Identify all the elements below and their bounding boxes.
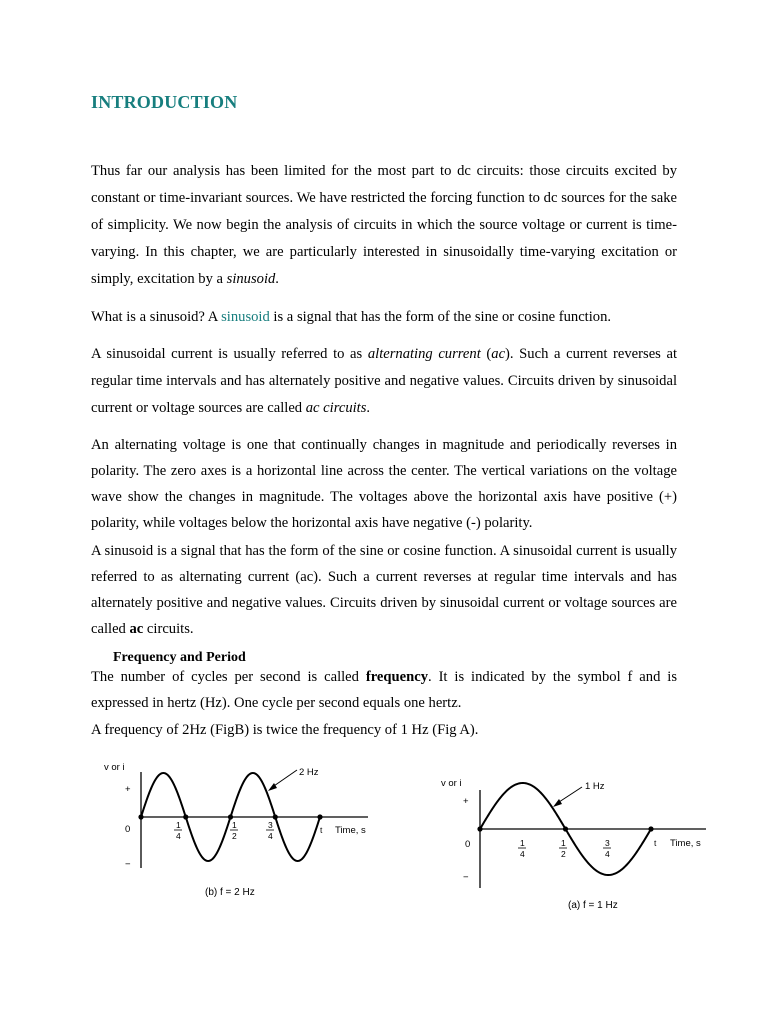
paragraph-figure-reference: A frequency of 2Hz (FigB) is twice the frequency of 1 Hz (Fig A). (91, 722, 479, 738)
figA-tick-half-num: 1 (561, 838, 566, 848)
figB-zero-point (138, 814, 143, 819)
figB-zero-point (183, 814, 188, 819)
paragraph-sinusoid-repeat: A sinusoid is a signal that has the form of the sine or cosine function. A sinusoidal current is usually referred to as alternating current (ac). Such a current reverses at regular time intervals and has alternately positive and negative values. Circuits driven by sinusoidal current or voltage sources are called ac circuits. (91, 543, 677, 637)
subheading-frequency-period: Frequency and Period (113, 650, 246, 665)
figA-caption: (a) f = 1 Hz (568, 900, 618, 911)
figB-annotation: 2 Hz (299, 767, 319, 778)
paragraph-alternating-current: A sinusoidal current is usually referred to as alternating current (ac). Such a current reverses at regular time intervals and has alternately positive and negative values. Circuits driven by sinusoidal current or voltage sources are called ac circuits. (91, 346, 678, 416)
figB-x-label: Time, s (335, 825, 366, 836)
figA-tick-quarter-den: 4 (520, 849, 525, 859)
paragraph-sinusoid-definition: What is a sinusoid? A sinusoid is a signal that has the form of the sine or cosine function. (91, 309, 612, 325)
figA-zero-point (563, 826, 568, 831)
figA-plus: + (463, 796, 469, 807)
figB-y-label: v or i (104, 762, 125, 773)
figA-y-label: v or i (441, 778, 462, 789)
figB-wave-line (141, 773, 320, 861)
figA-zero-point (477, 826, 482, 831)
figA-tick-quarter-num: 1 (520, 838, 525, 848)
section-title: INTRODUCTION (91, 92, 238, 112)
figA-zero: 0 (465, 839, 471, 850)
figA-x-label: Time, s (670, 838, 701, 849)
figB-zero-point (228, 814, 233, 819)
figB-zero: 0 (125, 824, 131, 835)
figB-tick-three-quarter-den: 4 (268, 831, 273, 841)
figA-arrow-head (553, 799, 562, 807)
figA-tick-three-quarter-num: 3 (605, 838, 610, 848)
figB-tick-quarter-num: 1 (176, 820, 181, 830)
paragraph-alternating-voltage: An alternating voltage is one that continually changes in magnitude and periodically reverses in polarity. The zero axes is a horizontal line across the center. The vertical variations on the voltage wave show the changes in magnitude. The voltages above the horizontal axis have positive (+) polarity, while voltages below the horizontal axis have negative (-) polarity. (91, 437, 677, 531)
figA-annotation: 1 Hz (585, 781, 605, 792)
sinusoid-link[interactable]: sinusoid (221, 309, 270, 325)
paragraph-frequency: The number of cycles per second is called frequency. It is indicated by the symbol f and is expressed in hertz (Hz). One cycle per second equals one hertz. (91, 669, 677, 711)
figA-tick-half-den: 2 (561, 849, 566, 859)
figA-annotation-arrow (556, 787, 582, 804)
figB-tick-half-den: 2 (232, 831, 237, 841)
paragraph-intro: Thus far our analysis has been limited for the most part to dc circuits: those circuits excited by constant or time-invariant sources. We have restricted the forcing function to dc sources for the sake of simplicity. We now begin the analysis of circuits in which the source voltage or current is time-varying. In this chapter, we are particularly interested in sinusoidally time-varying excitation or simply, excitation by a sinusoid. (91, 163, 677, 287)
figB-tick-three-quarter-num: 3 (268, 820, 273, 830)
figB-annotation-arrow (271, 770, 297, 788)
figB-zero-point (317, 814, 322, 819)
term-sinusoid: sinusoid (226, 271, 276, 287)
figB-tick-end: t (320, 825, 323, 835)
figA-minus: − (463, 872, 469, 883)
figB-plus: + (125, 784, 131, 795)
figB-tick-quarter-den: 4 (176, 831, 181, 841)
figB-minus: − (125, 859, 131, 870)
figB-caption: (b) f = 2 Hz (205, 887, 255, 898)
figA-wave-line (480, 783, 651, 875)
figB-arrow-head (268, 783, 277, 791)
figB-zero-point (273, 814, 278, 819)
figA-tick-three-quarter-den: 4 (605, 849, 610, 859)
figA-tick-end: t (654, 838, 657, 848)
figA-zero-point (648, 826, 653, 831)
figB-tick-half-num: 1 (232, 820, 237, 830)
